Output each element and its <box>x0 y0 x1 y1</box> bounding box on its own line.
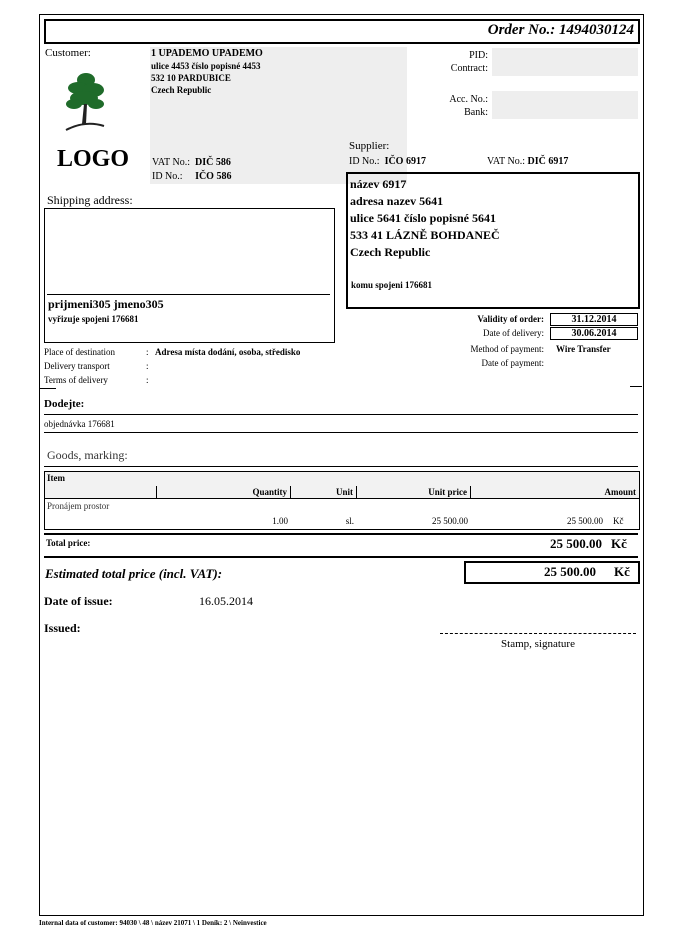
supplier-address <box>350 176 500 261</box>
supplier-contact: komu spojeni 176681 <box>351 280 433 290</box>
shipping-person: prijmeni305 jmeno305 <box>48 297 164 311</box>
terms-colon: : <box>146 375 149 385</box>
terms-label: Terms of delivery <box>44 375 108 385</box>
customer-city: 532 10 PARDUBICE <box>151 73 231 83</box>
dodejte-divider <box>44 414 638 415</box>
supplier-vat: VAT No.: DIČ 6917 <box>487 156 569 167</box>
bank-label: Bank: <box>464 107 488 118</box>
right-tick <box>630 386 642 387</box>
estimated-currency: Kč <box>614 564 630 579</box>
dodejte-text: objednávka 176681 <box>44 419 115 429</box>
acc-label: Acc. No.: <box>449 94 488 105</box>
col-unit-price: Unit price <box>357 486 471 498</box>
signature-line <box>440 633 636 634</box>
place-label: Place of destination <box>44 347 115 357</box>
issued-label: Issued: <box>44 621 81 635</box>
supplier-city: 533 41 LÁZNĚ BOHDANEČ <box>350 228 500 242</box>
payment-label: Method of payment: <box>470 344 544 354</box>
order-number-text: Order No.: 1494030124 <box>487 22 634 38</box>
table-row <box>44 499 640 530</box>
estimated-value: 25 500.00 <box>544 564 596 579</box>
order-header <box>44 19 640 44</box>
place-colon: : <box>146 347 149 357</box>
table-item-header <box>44 471 640 487</box>
tree-logo-icon <box>60 68 110 140</box>
pid-label: PID: <box>469 50 488 61</box>
supplier-label: Supplier: <box>349 140 390 152</box>
row-item: Pronájem prostor <box>47 501 110 511</box>
customer-label: Customer: <box>45 47 91 59</box>
col-unit: Unit <box>291 486 357 498</box>
payment-date-label: Date of payment: <box>481 358 544 368</box>
place-value: Adresa místa dodání, osoba, středisko <box>155 347 301 357</box>
validity-value: 31.12.2014 <box>550 313 638 326</box>
shipping-handles: vyřizuje spojeni 176681 <box>48 314 139 324</box>
customer-address <box>151 48 263 96</box>
customer-vat: VAT No.: DIČ 586 <box>152 157 231 168</box>
supplier-street-1: adresa nazev 5641 <box>350 194 444 208</box>
estimated-box <box>464 561 640 584</box>
total-currency: Kč <box>611 536 627 551</box>
customer-name: 1 UPADEMO UPADEMO <box>151 48 263 59</box>
delivery-label: Date of delivery: <box>483 328 544 338</box>
contract-label: Contract: <box>450 63 488 74</box>
supplier-name: název 6917 <box>350 177 407 191</box>
row-amount: 25 500.00 <box>567 516 603 526</box>
transport-label: Delivery transport <box>44 361 110 371</box>
supplier-street-2: ulice 5641 číslo popisné 5641 <box>350 211 497 225</box>
estimated-label: Estimated total price (incl. VAT): <box>45 566 223 581</box>
delivery-value: 30.06.2014 <box>550 327 638 340</box>
row-unit: sl. <box>345 516 354 526</box>
customer-street: ulice 4453 číslo popisné 4453 <box>151 61 261 71</box>
footer-internal: Internal data of customer: 94030 \ 48 \ název 21071 \ 1 Deník: 2 \ Neinvestice <box>39 919 267 927</box>
row-quantity: 1.00 <box>272 516 288 526</box>
col-amount: Amount <box>604 487 636 497</box>
dodejte-label: Dodejte: <box>44 398 85 410</box>
shipping-divider <box>47 294 330 295</box>
total-value: 25 500.00 <box>550 536 602 551</box>
table-column-header <box>44 486 640 499</box>
row-currency: Kč <box>613 516 624 526</box>
validity-label: Validity of order: <box>477 314 544 324</box>
shipping-label: Shipping address: <box>47 193 133 207</box>
total-bottom-line <box>44 556 638 558</box>
col-spacer <box>45 486 157 498</box>
logo-text: LOGO <box>57 146 130 172</box>
goods-divider <box>44 466 638 467</box>
transport-colon: : <box>146 361 149 371</box>
total-label: Total price: <box>46 538 91 548</box>
goods-label: Goods, marking: <box>47 448 128 462</box>
dodejte-divider-2 <box>44 432 638 433</box>
issue-value: 16.05.2014 <box>199 594 253 608</box>
payment-value: Wire Transfer <box>556 344 611 354</box>
supplier-id: ID No.: IČO 6917 <box>349 156 426 167</box>
stamp-label: Stamp, signature <box>501 638 575 650</box>
supplier-country: Czech Republic <box>350 245 431 259</box>
item-header: Item <box>47 473 65 483</box>
row-unit-price: 25 500.00 <box>432 516 468 526</box>
acc-bank-box <box>492 91 638 119</box>
issue-label: Date of issue: <box>44 594 113 608</box>
customer-country: Czech Republic <box>151 85 212 95</box>
col-quantity: Quantity <box>157 486 291 498</box>
customer-id: ID No.: IČO 586 <box>152 171 232 182</box>
pid-contract-box <box>492 48 638 76</box>
left-tick <box>40 388 56 389</box>
total-top-line <box>44 533 638 535</box>
